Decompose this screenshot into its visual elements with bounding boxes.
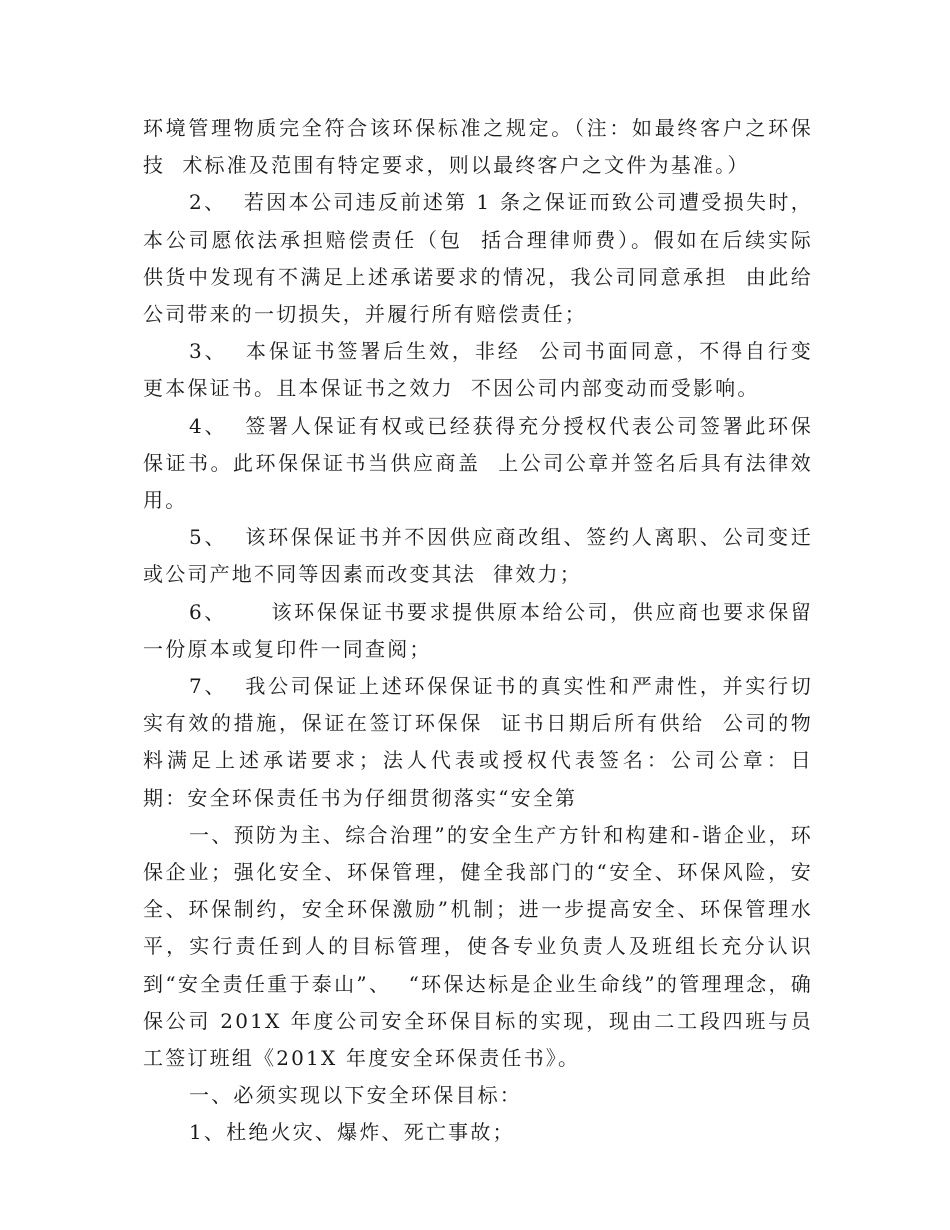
paragraph-clause-2: 2、 若因本公司违反前述第 1 条之保证而致公司遭受损失时，本公司愿依法承担赔偿责任（包 括合理律师费）。假如在后续实际供货中发现有不满足上述承诺要求的情况，我公司同意承担 由此给 公司带来的一切损失，并履行所有赔偿责任； bbox=[143, 190, 831, 327]
document-body bbox=[143, 110, 831, 1152]
paragraph-clause-6: 6、 该环保保证书要求提供原本给公司，供应商也要求保留一份原本或复印件一同查阅； bbox=[143, 599, 813, 661]
paragraph-safety-policy: 一、预防为主、综合治理”的安全生产方针和构建和-谐企业，环保企业；强化安全、环保管理，健全我部门的“安全、环保风险，安全、环保制约，安全环保激励”机制；进一步提高安全、环保管理水平，实行责任到人的目标管理，使各专业负责人及班组长充分认识到“安全责任重于泰山”、 “环保达标是企业生命线”的管理理念，确保公司 201X 年度公司安全环保目标的实现，现由二工段四班与员工签订班组《201X 年度安全环保责任书》。 bbox=[143, 822, 813, 1071]
paragraph-env-standard: 环境管理物质完全符合该环保标准之规定。（注：如最终客户之环保技 术标准及范围有特定要求，则以最终客户之文件为基准。） bbox=[143, 116, 813, 178]
paragraph-clause-3: 3、 本保证书签署后生效，非经 公司书面同意，不得自行变更本保证书。且本保证书之效力 不因公司内部变动而受影响。 bbox=[143, 339, 813, 401]
paragraph-target-1: 1、杜绝火灾、爆炸、死亡事故； bbox=[189, 1120, 515, 1145]
paragraph-clause-5: 5、 该环保保证书并不因供应商改组、签约人离职、公司变迁或公司产地不同等因素而改变其法 律效力； bbox=[143, 525, 813, 587]
paragraph-clause-7: 7、 我公司保证上述环保保证书的真实性和严肃性，并实行切实有效的措施，保证在签订环保保 证书日期后所有供给 公司的物料满足上述承诺要求；法人代表或授权代表签名：公司公章：日 期：安全环保责任书为仔细贯彻落实“安全第 bbox=[143, 674, 831, 810]
paragraph-clause-4: 4、 签署人保证有权或已经获得充分授权代表公司签署此环保保证书。此环保保证书当供应商盖 上公司公章并签名后具有法律效用。 bbox=[143, 413, 813, 513]
paragraph-targets-heading: 一、必须实现以下安全环保目标： bbox=[189, 1083, 522, 1108]
